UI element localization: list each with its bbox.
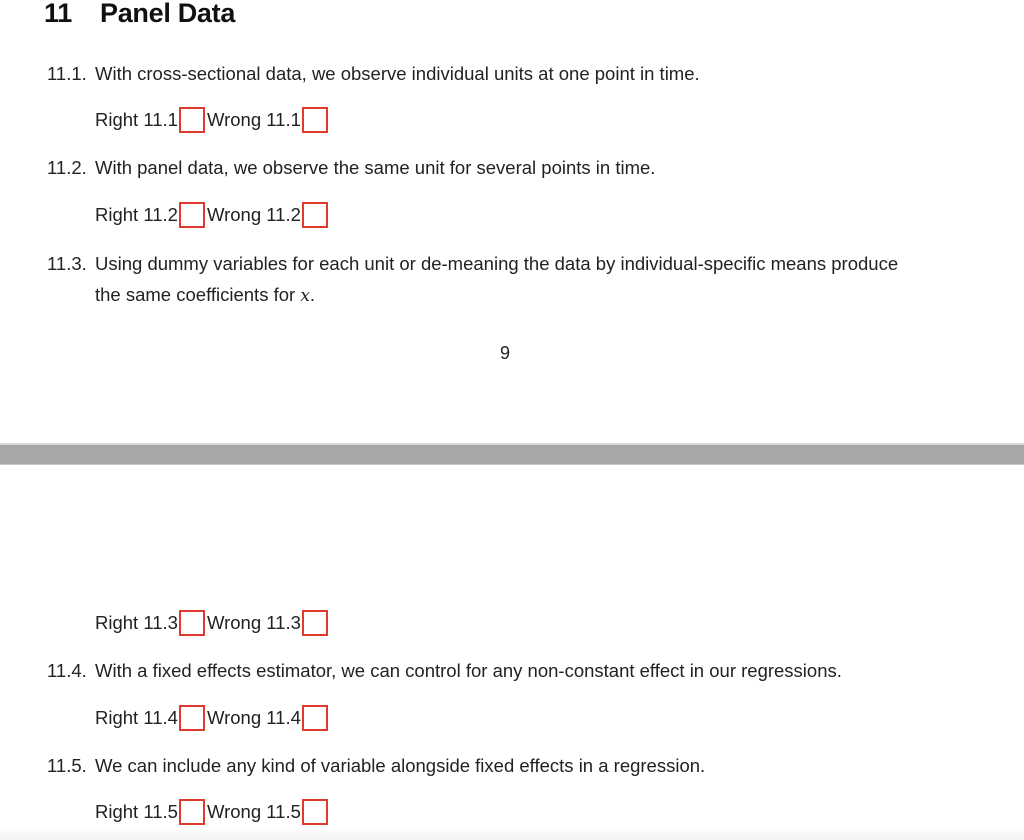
question-11-1 — [47, 58, 975, 89]
page-number: 9 — [499, 343, 510, 363]
question-text: With a fixed effects estimator, we can control for any non-constant effect in our regressions. — [95, 660, 842, 681]
section-title-text: Panel Data — [100, 0, 236, 28]
wrong-checkbox[interactable] — [302, 610, 328, 636]
right-label: Right 11.3 — [95, 612, 178, 633]
right-checkbox[interactable] — [179, 107, 205, 133]
section-title — [44, 0, 235, 29]
question-number: 11.3. — [47, 253, 87, 274]
question-number: 11.1. — [47, 63, 87, 84]
answer-row-11-5 — [95, 797, 330, 827]
variable-x: x — [300, 286, 310, 306]
question-text-line2: the same coefficients for — [95, 284, 296, 305]
wrong-label: Wrong 11.3 — [206, 612, 301, 633]
answer-row-11-1 — [95, 105, 330, 135]
answer-row-11-3 — [95, 608, 330, 638]
question-11-4 — [47, 655, 975, 686]
wrong-label: Wrong 11.1 — [206, 109, 301, 130]
right-label: Right 11.5 — [95, 801, 178, 822]
page-separator — [0, 443, 1024, 465]
right-label: Right 11.4 — [95, 707, 178, 728]
section-number: 11 — [44, 0, 72, 28]
question-text: With panel data, we observe the same unit for several points in time. — [95, 157, 656, 178]
right-checkbox[interactable] — [179, 705, 205, 731]
right-checkbox[interactable] — [179, 799, 205, 825]
answer-row-11-4 — [95, 703, 330, 733]
bottom-fade — [0, 826, 1024, 840]
wrong-checkbox[interactable] — [302, 107, 328, 133]
question-text-line1: Using dummy variables for each unit or de-meaning the data by individual-specific means produce — [95, 253, 899, 274]
question-11-2 — [47, 152, 975, 183]
wrong-checkbox[interactable] — [302, 705, 328, 731]
wrong-label: Wrong 11.4 — [206, 707, 301, 728]
question-number: 11.5. — [47, 755, 87, 776]
question-text — [95, 248, 975, 312]
question-number: 11.2. — [47, 157, 87, 178]
question-period: . — [309, 284, 316, 305]
answer-row-11-2 — [95, 200, 330, 230]
question-11-3 — [47, 248, 975, 312]
wrong-label: Wrong 11.2 — [206, 204, 301, 225]
right-checkbox[interactable] — [179, 202, 205, 228]
question-text: With cross-sectional data, we observe individual units at one point in time. — [95, 63, 700, 84]
right-label: Right 11.2 — [95, 204, 178, 225]
wrong-label: Wrong 11.5 — [206, 801, 301, 822]
question-11-5 — [47, 750, 975, 781]
right-label: Right 11.1 — [95, 109, 178, 130]
right-checkbox[interactable] — [179, 610, 205, 636]
wrong-checkbox[interactable] — [302, 799, 328, 825]
question-text: We can include any kind of variable alongside fixed effects in a regression. — [95, 755, 706, 776]
question-number: 11.4. — [47, 660, 87, 681]
wrong-checkbox[interactable] — [302, 202, 328, 228]
